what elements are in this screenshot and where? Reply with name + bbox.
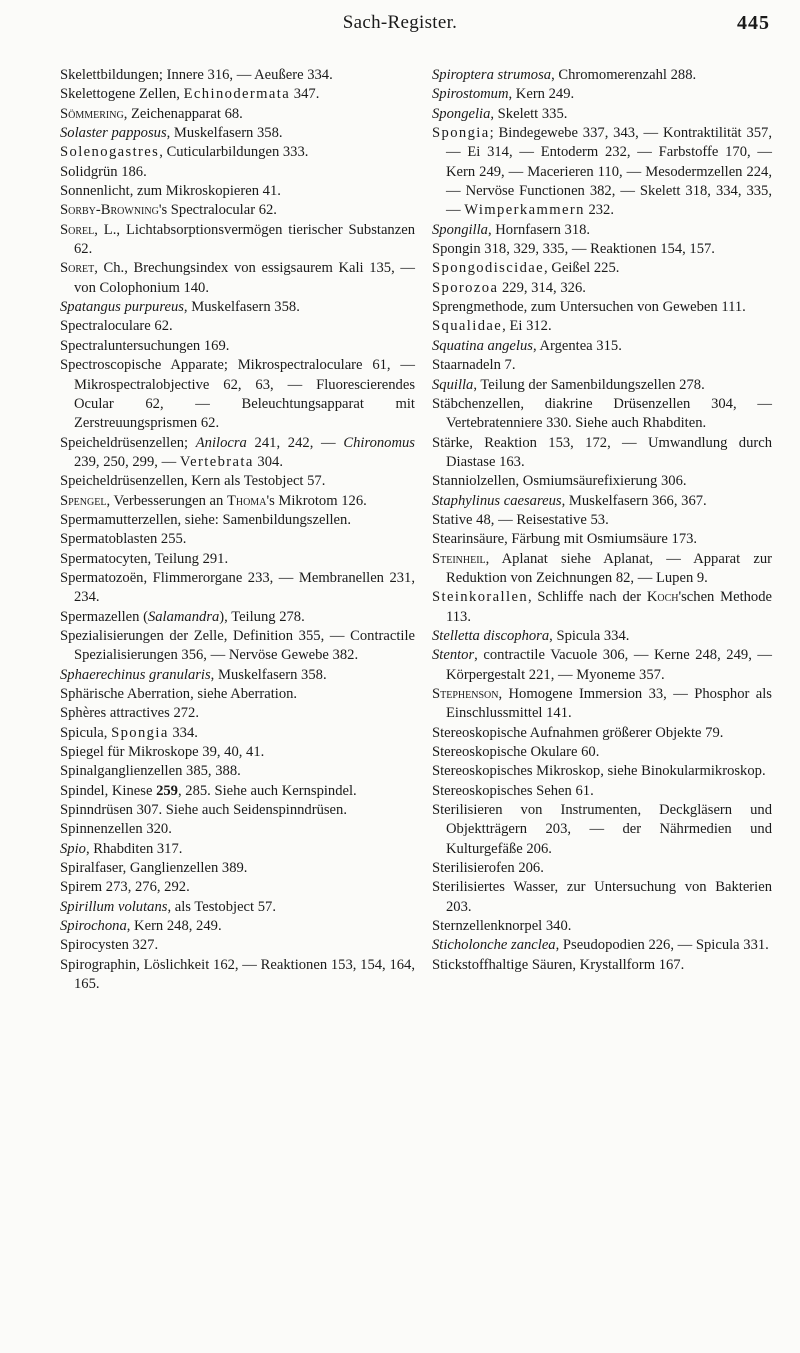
entry-text: Spengel	[60, 492, 107, 509]
entry-text: 'schen Methode 113.	[446, 589, 772, 625]
index-entry	[432, 279, 772, 298]
index-entry	[60, 878, 415, 897]
entry-text: , Rhabditen 317.	[85, 840, 183, 857]
entry-text: Vertebrata	[179, 453, 254, 470]
entry-text: Spongia	[432, 125, 490, 142]
index-entry	[432, 743, 772, 762]
entry-text: , Aplanat siehe Aplanat, — Apparat zur Reduktion von Zeichnungen 82, — Lupen 9.	[446, 550, 772, 586]
page-header	[0, 12, 800, 52]
index-entry	[60, 840, 415, 859]
entry-text: Sorby-Browning	[60, 202, 159, 219]
entry-text: Solidgrün 186.	[60, 163, 147, 180]
entry-text: Spermatoblasten 255.	[60, 531, 187, 548]
entry-text: 259	[156, 782, 178, 799]
entry-text: Anilocra	[195, 434, 247, 451]
entry-text: , Geißel 225.	[544, 260, 620, 277]
entry-text: Spongin 318, 329, 335, — Reaktionen 154, 157.	[432, 241, 715, 258]
entry-text: Stereoskopische Okulare 60.	[432, 744, 600, 761]
entry-text: , L., Lichtabsorptionsvermögen tierischer Substanzen 62.	[74, 221, 415, 258]
entry-text: Staarnadeln 7.	[432, 357, 516, 374]
index-entry	[432, 859, 772, 878]
entry-text: Squatina angelus	[432, 337, 533, 354]
entry-text: Stative 48, — Reisestative 53.	[432, 511, 609, 528]
entry-text: Spirillum volutans	[60, 898, 168, 915]
entry-text: Sömmering	[60, 105, 124, 122]
entry-text: , Verbesserungen an	[106, 492, 227, 509]
entry-text: Sonnenlicht, zum Mikroskopieren 41.	[60, 183, 281, 200]
index-entry	[60, 356, 415, 433]
index-entry	[60, 221, 415, 260]
entry-text: Spinalganglienzellen 385, 388.	[60, 763, 241, 780]
entry-text: , Argentea 315.	[532, 337, 622, 354]
entry-text: Spirem 273, 276, 292.	[60, 879, 190, 896]
index-entry	[60, 124, 415, 143]
index-entry	[60, 685, 415, 704]
entry-text: Spongilla	[432, 221, 488, 238]
index-entry	[60, 530, 415, 549]
index-entry	[60, 182, 415, 201]
entry-text: Spiralfaser, Ganglienzellen 389.	[60, 860, 248, 877]
index-entry	[60, 550, 415, 569]
entry-text: Sterilisiertes Wasser, zur Untersuchung von Bakterien 203.	[432, 879, 772, 915]
index-entry	[60, 724, 415, 743]
index-entry	[432, 801, 772, 859]
entry-text: Stärke, Reaktion 153, 172, — Umwandlung durch Diastase 163.	[432, 434, 772, 470]
index-entry	[60, 666, 415, 685]
entry-text: , Skelett 335.	[490, 105, 568, 122]
index-entry	[432, 221, 772, 240]
index-entry	[432, 85, 772, 104]
index-entry	[432, 317, 772, 336]
index-entry	[432, 685, 772, 724]
entry-text: Thoma	[226, 492, 267, 509]
index-entry	[432, 917, 772, 936]
entry-text: , 285. Siehe auch Kernspindel.	[177, 782, 357, 799]
entry-text: Spatangus purpureus	[60, 299, 184, 316]
entry-text: Spicula,	[60, 724, 112, 741]
entry-text: Speicheldrüsenzellen;	[60, 434, 196, 451]
entry-text: , Kern 248, 249.	[126, 918, 222, 935]
entry-text: Wimperkammern	[464, 202, 585, 219]
entry-text: Solaster papposus	[60, 125, 167, 142]
entry-text: 232.	[584, 202, 614, 219]
entry-text: Spezialisierungen der Zelle, Definition 355, — Contractile Spezialisierungen 356, — Nervöse Gewebe 382.	[60, 627, 415, 664]
entry-text: Sticholonche zanclea	[432, 937, 556, 954]
index-entry	[432, 627, 772, 646]
entry-text: Spermatocyten, Teilung 291.	[60, 550, 229, 567]
entry-text: Squalidae	[432, 318, 503, 335]
entry-text: , Muskelfasern 358.	[166, 125, 283, 142]
entry-text: Echinodermata	[183, 86, 291, 103]
index-entry	[432, 105, 772, 124]
index-entry	[60, 704, 415, 723]
index-entry	[432, 724, 772, 743]
entry-text: Stephenson	[432, 686, 499, 702]
entry-text: , Zeichenapparat 68.	[123, 105, 243, 122]
entry-text: Sporozoa	[432, 279, 499, 296]
entry-text: , Chromomerenzahl 288.	[551, 67, 697, 83]
index-entry	[60, 801, 415, 820]
entry-text: Sternzellenknorpel 340.	[432, 918, 572, 935]
right-column	[432, 66, 772, 975]
entry-text: Spongia	[111, 724, 169, 741]
entry-text: Skelettogene Zellen,	[60, 86, 184, 103]
entry-text: Stelletta discophora	[432, 627, 550, 644]
entry-text: Sphaerechinus granularis	[60, 666, 211, 683]
entry-text: 347.	[290, 86, 320, 103]
index-entry	[60, 298, 415, 317]
entry-text: Stanniolzellen, Osmiumsäurefixierung 306.	[432, 473, 687, 490]
entry-text: Speicheldrüsenzellen, Kern als Testobject 57.	[60, 473, 326, 490]
index-entry	[60, 143, 415, 162]
index-entry	[432, 782, 772, 801]
index-entry	[60, 917, 415, 936]
entry-text: , Pseudopodien 226, — Spicula 331.	[555, 937, 769, 954]
entry-text: , Muskelfasern 358.	[183, 299, 300, 316]
entry-text: Spirostomum	[432, 86, 509, 103]
index-entry	[432, 356, 772, 375]
entry-text: Spongodiscidae	[432, 260, 545, 277]
running-title: Sach-Register.	[342, 12, 458, 33]
entry-text: , contractile Vacuole 306, — Kerne 248, 249, — Körpergestalt 221, — Myoneme 357.	[446, 647, 772, 683]
entry-text: Solenogastres	[60, 144, 160, 161]
entry-text: Spinnenzellen 320.	[60, 821, 172, 838]
entry-text: Stäbchenzellen, diakrine Drüsenzellen 304, — Vertebratenniere 330. Siehe auch Rhabditen.	[432, 395, 772, 432]
index-entry	[60, 492, 415, 511]
index-entry	[432, 511, 772, 530]
index-entry	[432, 376, 772, 395]
index-entry	[432, 259, 772, 278]
index-entry	[432, 434, 772, 473]
entry-text: Sterilisierofen 206.	[432, 860, 544, 877]
entry-text: Steinkorallen	[432, 589, 529, 606]
entry-text: Stereoskopisches Sehen 61.	[432, 782, 594, 799]
index-entry	[60, 627, 415, 666]
index-entry	[432, 124, 772, 221]
entry-text: Skelettbildungen; Innere 316, — Aeußere 334.	[60, 67, 333, 83]
entry-text: Stickstoffhaltige Säuren, Krystallform 167.	[432, 956, 685, 973]
entry-text: Spermatozoën, Flimmerorgane 233, — Membranellen 231, 234.	[60, 569, 415, 606]
index-entry	[60, 201, 415, 220]
entry-text: Spirographin, Löslichkeit 162, — Reaktionen 153, 154, 164, 165.	[60, 956, 415, 993]
entry-text: Sterilisieren von Instrumenten, Deckgläsern und Objektträgern 203, — der Nährmedien und Kulturgefäße 206.	[432, 802, 772, 857]
index-entry	[60, 85, 415, 104]
index-entry	[60, 259, 415, 298]
index-entry	[432, 936, 772, 955]
entry-text: , Muskelfasern 358.	[210, 666, 327, 683]
entry-text: , Homogene Immersion 33, — Phosphor als Einschlussmittel 141.	[446, 686, 772, 722]
entry-text: Spermazellen (	[60, 608, 148, 625]
index-entry	[432, 298, 772, 317]
entry-text: , Kern 249.	[508, 86, 575, 103]
entry-text: Stentor	[432, 647, 475, 664]
entry-text: Spirochona	[60, 918, 127, 935]
index-entry	[432, 530, 772, 549]
index-entry	[432, 492, 772, 511]
index-entry	[432, 66, 772, 85]
index-entry	[432, 550, 772, 589]
entry-text: Spio	[60, 840, 86, 857]
entry-text: Chironomus	[343, 434, 415, 451]
index-entry	[60, 898, 415, 917]
entry-text: Spectraluntersuchungen 169.	[60, 337, 230, 354]
index-entry	[432, 588, 772, 627]
index-entry	[60, 956, 415, 995]
entry-text: Squilla	[432, 376, 474, 393]
entry-text: , Teilung der Samenbildungszellen 278.	[473, 376, 705, 393]
entry-text: Spectraloculare 62.	[60, 318, 173, 335]
entry-text: ; Bindegewebe 337, 343, — Kontraktilität 357, — Ei 314, — Entoderm 232, — Farbstoffe 170, — Kern 249, — Macerieren 110, — Mesodermzellen 224, — Nervöse Functionen 382, — Skelett 318, 334, 335, —	[446, 125, 772, 219]
index-entry	[60, 472, 415, 491]
entry-text: Spinndrüsen 307. Siehe auch Seidenspinndrüsen.	[60, 802, 347, 819]
index-entry	[432, 472, 772, 491]
entry-text: 's Spectralocular 62.	[158, 202, 277, 219]
index-entry	[432, 395, 772, 434]
entry-text: 229, 314, 326.	[498, 279, 586, 296]
entry-text: Spiegel für Mikroskope 39, 40, 41.	[60, 744, 265, 761]
entry-text: Stereoskopische Aufnahmen größerer Objekte 79.	[432, 724, 724, 741]
index-entry	[60, 105, 415, 124]
index-entry	[432, 240, 772, 259]
entry-text: 241, 242, —	[246, 434, 344, 451]
entry-text: Spectroscopische Apparate; Mikrospectraloculare 61, — Mikrospectralobjective 62, 63, — Fluorescierendes Ocular 62, — Beleuchtungsapparat mit Zerstreuungsprismen 62.	[60, 357, 415, 432]
entry-text: , Spicula 334.	[549, 627, 630, 644]
entry-text: , Muskelfasern 366, 367.	[561, 492, 707, 509]
entry-text: Spiroptera strumosa	[432, 67, 552, 83]
entry-text: Steinheil	[432, 550, 486, 567]
entry-text: , als Testobject 57.	[167, 898, 276, 915]
index-entry	[432, 878, 772, 917]
entry-text: Staphylinus caesareus	[432, 492, 562, 509]
entry-text: Spermamutterzellen, siehe: Samenbildungszellen.	[60, 511, 351, 528]
page-number: 445	[737, 12, 770, 34]
left-column	[60, 66, 415, 995]
index-entry	[60, 608, 415, 627]
index-entry	[60, 762, 415, 781]
entry-text: , Hornfasern 318.	[487, 221, 591, 238]
index-entry	[60, 936, 415, 955]
entry-text: Stereoskopisches Mikroskop, siehe Binokularmikroskop.	[432, 763, 766, 780]
index-entry	[60, 569, 415, 608]
index-entry	[432, 337, 772, 356]
index-entry	[60, 820, 415, 839]
index-entry	[432, 956, 772, 975]
index-entry	[432, 762, 772, 781]
entry-text: 239, 250, 299, —	[74, 453, 180, 470]
index-entry	[60, 434, 415, 473]
entry-text: Spirocysten 327.	[60, 937, 159, 954]
entry-text: Koch	[646, 589, 679, 606]
entry-text: Soret	[60, 260, 95, 277]
entry-text: 's Mikrotom 126.	[266, 492, 367, 509]
entry-text: Spindel, Kinese	[60, 782, 157, 799]
index-entry	[60, 317, 415, 336]
entry-text: Sphärische Aberration, siehe Aberration.	[60, 686, 298, 702]
index-entry	[60, 337, 415, 356]
entry-text: , Ch., Brechungsindex von essigsaurem Kali 135, — von Colophonium 140.	[74, 260, 415, 296]
entry-text: Stearinsäure, Färbung mit Osmiumsäure 173.	[432, 531, 698, 548]
entry-text: Salamandra	[147, 608, 220, 625]
entry-text: Spongelia	[432, 105, 491, 122]
index-entry	[60, 163, 415, 182]
entry-text: ), Teilung 278.	[219, 608, 305, 625]
entry-text: , Cuticularbildungen 333.	[159, 144, 309, 161]
entry-text: Sphères attractives 272.	[60, 705, 200, 722]
entry-text: Sprengmethode, zum Untersuchen von Geweben 111.	[432, 299, 746, 316]
index-entry	[60, 743, 415, 762]
entry-text: , Ei 312.	[502, 318, 552, 335]
index-entry	[60, 859, 415, 878]
index-entry	[60, 511, 415, 530]
index-entry	[432, 646, 772, 685]
entry-text: , Schliffe nach der	[528, 589, 647, 606]
entry-text: 304.	[253, 453, 283, 470]
index-entry	[60, 66, 415, 85]
index-entry	[60, 782, 415, 801]
entry-text: Sorel	[60, 221, 95, 238]
entry-text: 334.	[168, 724, 198, 741]
